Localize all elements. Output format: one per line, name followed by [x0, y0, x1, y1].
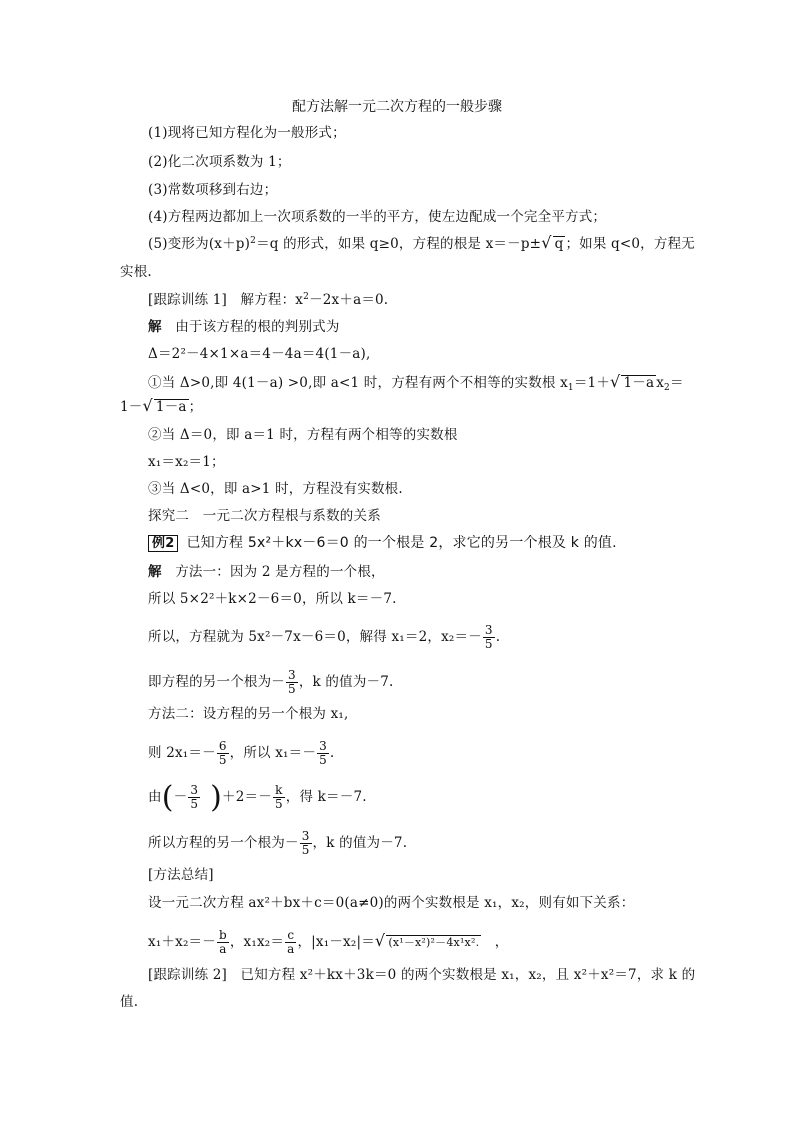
fraction-3-5: $\frac{3}{5}$: [319, 739, 327, 767]
training-2-label: [跟踪训练 2]: [148, 967, 228, 983]
case-1: [148, 374, 684, 392]
example-label: 例2: [148, 535, 178, 552]
step-5-prefix: (5)变形为: [148, 236, 209, 252]
step-5-continuation: 实根.: [120, 264, 152, 280]
step-2: (2)化二次项系数为 1；: [148, 154, 291, 170]
case-2-roots: x₁＝x₂＝1；: [148, 454, 225, 470]
method-1-line-1: 所以 5×2²＋k×2－6＝0，所以 k＝－7.: [148, 591, 397, 607]
method-2-line-3-a: 所以方程的另一个根为－: [148, 835, 299, 851]
radical-icon: √: [541, 233, 552, 252]
step-3: (3)常数项移到右边；: [148, 182, 278, 198]
case-1-sub1: 1: [567, 383, 574, 393]
radical-icon: √: [142, 396, 153, 415]
section-heading: 探究二 一元二次方程根与系数的关系: [148, 508, 381, 524]
method-1-line-3: [148, 669, 394, 696]
fraction-k-5: $\frac{k}{5}$: [274, 783, 283, 811]
method-2-line-1-a: 则 2x₁＝－: [148, 745, 216, 761]
summary-diff-sqrt: (x¹－x²)²－4x¹x².: [388, 936, 480, 949]
case-1-cont: 1－: [120, 399, 143, 415]
summary-diff: ，|x₁－x₂|＝: [297, 934, 375, 950]
case-3: ③当 Δ<0，即 a>1 时，方程没有实数根.: [148, 481, 403, 497]
method-1-intro: [148, 563, 385, 581]
method-2-line-2-b: ＋2＝－: [222, 789, 272, 805]
step-4: (4)方程两边都加上一次项系数的一半的平方，使左边配成一个完全平方式；: [148, 209, 607, 225]
method-1-line-3-b: ，k 的值为－7.: [298, 674, 394, 690]
case-1-continuation: 1－√ 1－a ；: [120, 396, 203, 415]
step-5-sqrt: q: [554, 236, 564, 252]
case-1-sub2: 2: [664, 383, 670, 393]
fraction-3-5: $\frac{3}{5}$: [190, 783, 199, 811]
fraction-3-5: $\frac{3}{5}$: [288, 668, 296, 696]
training-1-label: [跟踪训练 1]: [148, 292, 228, 308]
training-2-continuation: 值.: [120, 994, 139, 1010]
step-5: [148, 235, 695, 253]
discriminant: Δ＝2²－4×1×a＝4－4a＝4(1－a),: [148, 346, 371, 362]
left-paren: (: [161, 780, 174, 815]
solution-word: 解: [148, 319, 162, 335]
case-1-cont-sqrt: 1－a: [155, 399, 187, 415]
method-1-intro-text: 方法一：因为 2 是方程的一个根，: [175, 564, 385, 580]
method-2-line-1: 则 2x₁＝－ $\frac{6}{5}$ ，所以 x₁＝－ $\frac{3}{5}$ .: [148, 739, 335, 767]
method-2-line-2-c: ，得 k＝－7.: [285, 789, 367, 805]
step-5-exp: 2: [250, 236, 257, 246]
summary-line-1: 设一元二次方程 ax²＋bx＋c＝0(a≠0)的两个实数根是 x₁，x₂，则有如下关系：: [148, 895, 635, 911]
radical-icon: √: [610, 372, 621, 391]
case-1-eq: ＝: [669, 375, 684, 391]
case-2: ②当 Δ＝0，即 a＝1 时，方程有两个相等的实数根: [148, 427, 458, 443]
method-2-intro: 方法二：设方程的另一个根为 x₁,: [148, 706, 349, 722]
training-1: [148, 291, 388, 309]
example-2: [148, 534, 617, 552]
radical-icon: √: [374, 931, 386, 950]
fraction-6-5: $\frac{6}{5}$: [218, 739, 227, 767]
case-1-mid: ＝1＋: [573, 375, 611, 391]
fraction-3-5: $\frac{3}{5}$: [484, 623, 493, 651]
fraction-3-5: $\frac{3}{5}$: [301, 829, 310, 857]
step-1: (1)现将已知方程化为一般形式；: [148, 125, 346, 141]
method-2-line-3: [148, 830, 407, 857]
solution-1-intro: [148, 318, 340, 336]
step-5-rhs: ＝q 的形式，如果 q≥0，方程的根是 x＝－p±: [256, 236, 542, 252]
solution-word: 解: [148, 564, 162, 580]
fraction-b-a: $\frac{b}{a}$: [218, 928, 227, 956]
case-1-x2: x: [656, 375, 665, 391]
right-paren: ): [210, 780, 223, 815]
solution-1-intro-text: 由于该方程的根的判别式为: [175, 319, 340, 335]
fraction-c-a: $\frac{c}{a}$: [287, 928, 295, 956]
training-1-tail: －2x＋a＝0.: [309, 292, 389, 308]
summary-formulas: [148, 929, 508, 956]
step-5-tail: ；如果 q<0，方程无: [565, 236, 695, 252]
method-1-line-3-a: 即方程的另一个根为－: [148, 674, 285, 690]
method-1-line-2-text: 所以，方程就为 5x²－7x－6＝0，解得 x₁＝2，x₂＝－: [148, 629, 482, 645]
example-2-text: 已知方程 5x²＋kx－6＝0 的一个根是 2，求它的另一个根及 k 的值.: [186, 535, 617, 551]
training-2-text: 已知方程 x²＋kx＋3k＝0 的两个实数根是 x₁，x₂，且 x²＋x²＝7，求 k 的: [240, 967, 696, 983]
page-title: 配方法解一元二次方程的一般步骤: [292, 99, 502, 115]
summary-prod: ，x₁x₂＝: [229, 934, 285, 950]
method-2-line-1-b: ，所以 x₁＝－: [229, 745, 317, 761]
summary-sum: x₁＋x₂＝－: [148, 934, 216, 950]
method-1-line-2: 所以，方程就为 5x²－7x－6＝0，解得 x₁＝2，x₂＝－ $\frac{3}{5}$ .: [148, 623, 501, 651]
summary-label: [方法总结]: [148, 867, 214, 883]
method-2-line-2: 由(－ $\frac{3}{5}$ )＋2＝－ $\frac{k}{5}$ ，得 k＝－7.: [148, 780, 367, 815]
case-1-text: ①当 Δ>0,即 4(1－a) >0,即 a<1 时，方程有两个不相等的实数根 x: [148, 375, 568, 391]
method-2-line-2-a: 由: [148, 789, 162, 805]
training-1-exp: 2: [303, 292, 310, 302]
summary-diff-tail: ，: [494, 934, 509, 950]
case-1-sqrt: 1－a: [623, 375, 655, 391]
step-5-lhs: (x＋p): [208, 236, 251, 252]
method-2-line-3-b: ，k 的值为－7.: [312, 835, 408, 851]
training-1-text: 解方程：x: [240, 292, 304, 308]
training-2: [148, 966, 695, 984]
